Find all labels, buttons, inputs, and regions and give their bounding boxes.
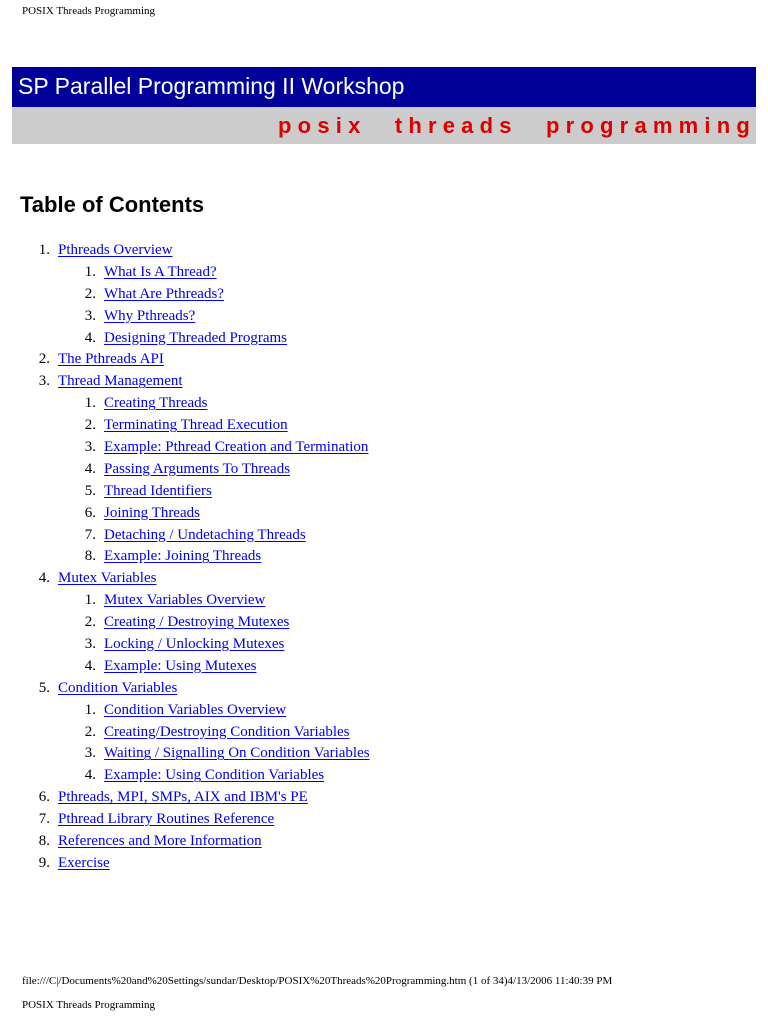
toc-link[interactable]: Thread Management	[58, 373, 183, 390]
toc-link[interactable]: Creating/Destroying Condition Variables	[104, 723, 350, 740]
toc-link[interactable]: Passing Arguments To Threads	[104, 460, 291, 477]
toc-link[interactable]: Joining Threads	[104, 504, 200, 521]
toc-item-number: 4.	[84, 329, 96, 346]
toc-item-number: 2.	[84, 614, 96, 631]
toc-link[interactable]: Condition Variables Overview	[104, 701, 287, 718]
toc-link[interactable]: What Are Pthreads?	[104, 285, 224, 302]
toc-item-number: 4.	[84, 460, 96, 477]
toc-link[interactable]: What Is A Thread?	[104, 263, 217, 280]
toc-item-number: 3.	[38, 373, 50, 390]
toc-item-number: 8.	[38, 833, 50, 850]
toc-link[interactable]: Creating Threads	[104, 395, 208, 412]
toc-item-number: 9.	[38, 854, 50, 871]
toc-item-number: 4.	[84, 657, 96, 674]
toc-link[interactable]: Designing Threaded Programs	[104, 329, 288, 346]
toc-item-number: 1.	[38, 242, 50, 258]
toc-link[interactable]: Example: Pthread Creation and Termination	[104, 439, 369, 456]
toc-link[interactable]: Example: Using Mutexes	[104, 657, 257, 674]
print-header: POSIX Threads Programming	[22, 5, 156, 17]
print-footer-title: POSIX Threads Programming	[22, 999, 156, 1011]
toc-item-number: 2.	[84, 285, 96, 302]
toc-link[interactable]: Why Pthreads?	[104, 307, 196, 324]
toc-link[interactable]: Pthreads, MPI, SMPs, AIX and IBM's PE	[58, 789, 308, 806]
toc-link[interactable]: Detaching / Undetaching Threads	[104, 526, 306, 543]
toc-item-number: 3.	[84, 439, 96, 456]
toc-item-number: 4.	[84, 767, 96, 784]
workshop-banner	[12, 67, 756, 144]
toc-item-number: 6.	[84, 504, 96, 521]
toc-item-number: 2.	[38, 351, 50, 368]
toc-link[interactable]: Condition Variables	[58, 679, 178, 696]
toc-link[interactable]: Terminating Thread Execution	[104, 417, 288, 434]
toc-item-number: 5.	[38, 679, 50, 696]
toc-item-number: 1.	[84, 395, 96, 412]
toc-link[interactable]: Thread Identifiers	[104, 482, 212, 499]
toc-link[interactable]: Mutex Variables Overview	[104, 592, 266, 609]
toc-item-number: 1.	[84, 701, 96, 718]
toc-link[interactable]: Example: Using Condition Variables	[104, 767, 325, 784]
print-footer-url: file:///C|/Documents%20and%20Settings/sundar/Desktop/POSIX%20Threads%20Programming.htm (1 of 34)4/13/2006 11:40:39 PM	[22, 975, 613, 987]
toc-heading: Table of Contents	[20, 192, 205, 217]
toc-item-number: 4.	[38, 570, 50, 587]
toc-item-number: 7.	[38, 811, 50, 828]
toc-link[interactable]: Exercise	[58, 854, 110, 871]
toc-item-number: 7.	[84, 526, 96, 543]
toc-link[interactable]: Mutex Variables	[58, 570, 157, 587]
toc-item-number: 2.	[84, 723, 96, 740]
toc-item-number: 1.	[84, 592, 96, 609]
banner-subtitle: posix threads programming	[12, 107, 756, 144]
toc-link[interactable]: Locking / Unlocking Mutexes	[104, 636, 285, 653]
toc-item-number: 6.	[38, 789, 50, 806]
toc-link[interactable]: Pthreads Overview	[58, 242, 173, 258]
toc-link[interactable]: Pthread Library Routines Reference	[58, 811, 275, 828]
banner-title: SP Parallel Programming II Workshop	[12, 67, 756, 107]
toc-link[interactable]: Creating / Destroying Mutexes	[104, 614, 290, 631]
toc-link[interactable]: Waiting / Signalling On Condition Variables	[104, 745, 370, 762]
toc-item-number: 3.	[84, 636, 96, 653]
toc-item-number: 2.	[84, 417, 96, 434]
toc-item-number: 3.	[84, 745, 96, 762]
toc-item-number: 5.	[84, 482, 96, 499]
toc-item-number: 8.	[84, 548, 96, 565]
toc-item-number: 3.	[84, 307, 96, 324]
toc-item-number: 1.	[84, 263, 96, 280]
toc-link[interactable]: The Pthreads API	[58, 351, 164, 368]
toc-link[interactable]: Example: Joining Threads	[104, 548, 262, 565]
toc-link[interactable]: References and More Information	[58, 833, 262, 850]
